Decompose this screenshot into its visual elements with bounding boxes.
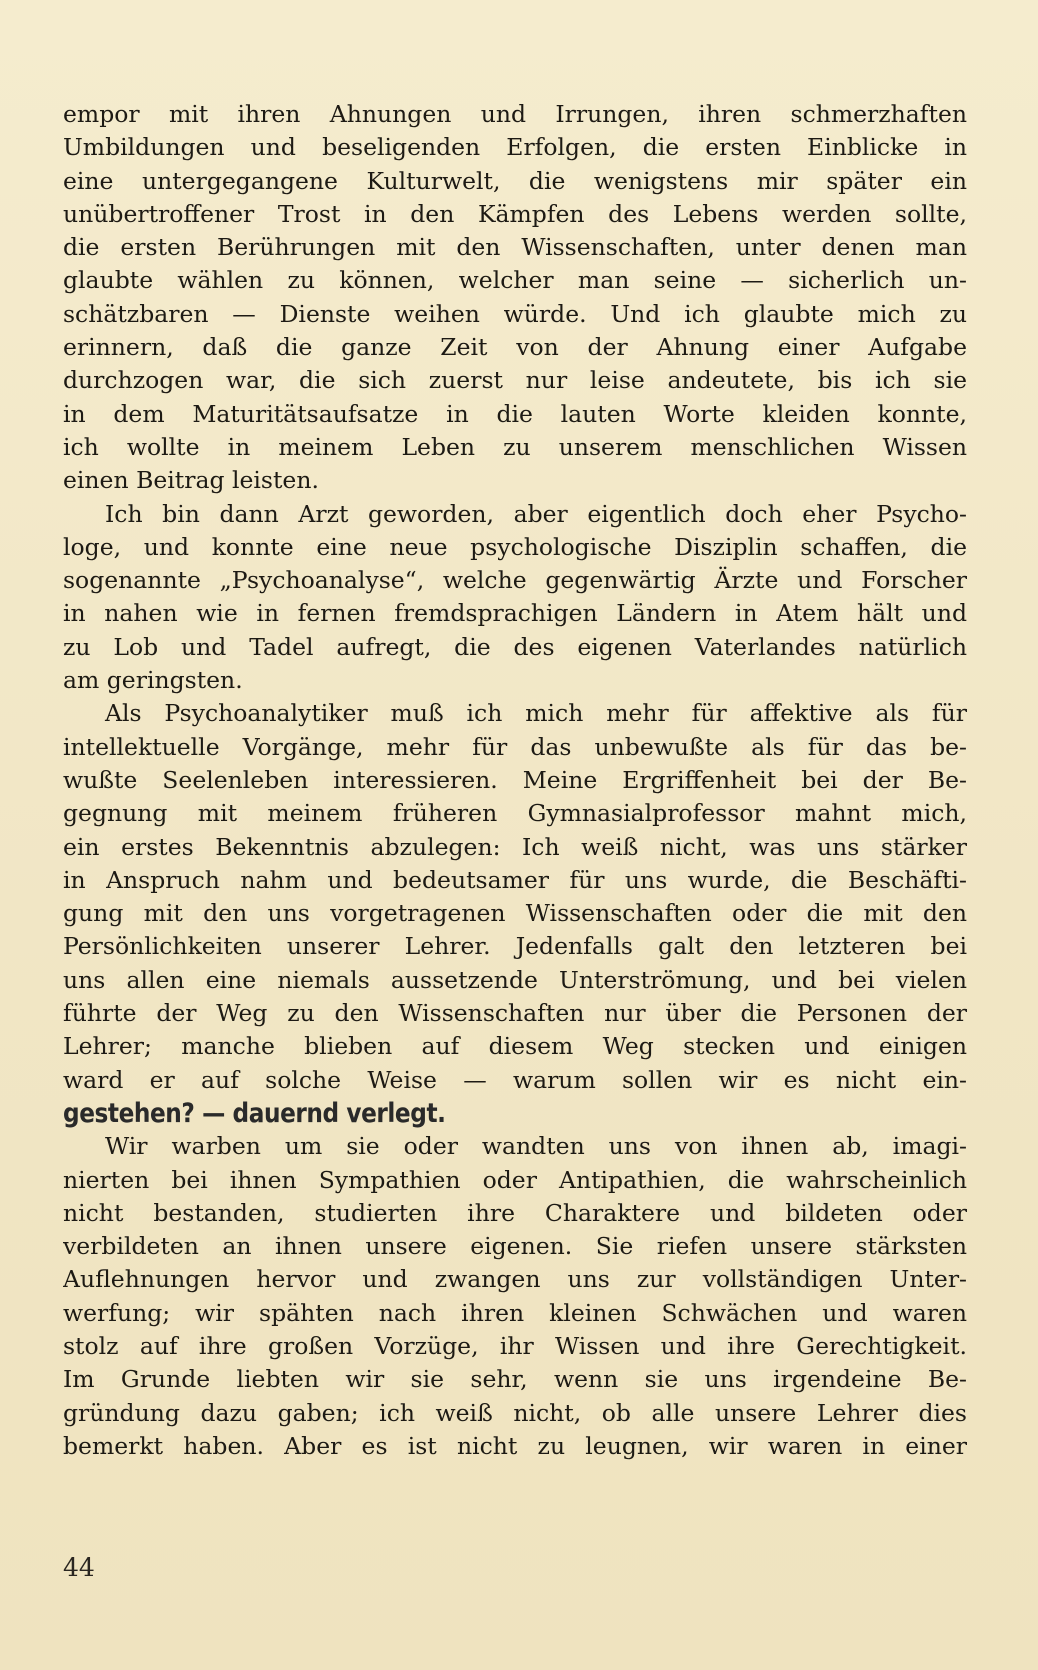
text-line: in dem Maturitätsaufsatze in die lauten Worte kleiden konnte, (63, 399, 967, 428)
inserted-correction-line: gestehen? — dauernd verlegt. (63, 1097, 446, 1129)
text-line: am geringsten. (63, 666, 243, 695)
paragraph-1 (63, 98, 967, 498)
text-line: schätzbaren — Dienste weihen würde. Und ich glaubte mich zu (63, 299, 967, 328)
text-line: Ich bin dann Arzt geworden, aber eigentlich doch eher Psycho- (105, 499, 967, 528)
text-line: sogenannte „Psychoanalyse“, welche gegenwärtig Ärzte und Forscher (63, 566, 967, 595)
text-line: Wir warben um sie oder wandten uns von ihnen ab, imagi- (105, 1132, 967, 1161)
text-line: Lehrer; manche blieben auf diesem Weg stecken und einigen (63, 1032, 967, 1061)
text-line: gründung dazu gaben; ich weiß nicht, ob alle unsere Lehrer dies (63, 1398, 967, 1427)
text-line: eine untergegangene Kulturwelt, die wenigstens mir später ein (63, 166, 967, 195)
text-line: verbildeten an ihnen unsere eigenen. Sie riefen unsere stärksten (63, 1232, 967, 1261)
text-line: gegnung mit meinem früheren Gymnasialprofessor mahnt mich, (63, 799, 967, 828)
text-line: in Anspruch nahm und bedeutsamer für uns wurde, die Beschäfti- (63, 865, 967, 894)
text-line: empor mit ihren Ahnungen und Irrungen, ihren schmerzhaften (63, 100, 967, 128)
text-line: intellektuelle Vorgänge, mehr für das unbewußte als für das be- (63, 732, 967, 761)
text-line: zu Lob und Tadel aufregt, die des eigenen Vaterlandes natürlich (63, 632, 967, 661)
text-line: unübertroffener Trost in den Kämpfen des Lebens werden sollte, (63, 199, 967, 228)
text-line: gung mit den uns vorgetragenen Wissenschaften oder die mit den (63, 899, 967, 928)
body-text (63, 98, 967, 1463)
text-line: ward er auf solche Weise — warum sollen wir es nicht ein- (63, 1065, 967, 1094)
text-line: glaubte wählen zu können, welcher man seine — sicherlich un- (63, 266, 967, 295)
paragraph-4 (63, 1130, 967, 1463)
text-line: nicht bestanden, studierten ihre Charaktere und bildeten oder (63, 1198, 967, 1227)
text-line: durchzogen war, die sich zuerst nur leise andeutete, bis ich sie (63, 366, 967, 395)
paragraph-2 (63, 498, 967, 698)
text-line: Im Grunde liebten wir sie sehr, wenn sie uns irgendeine Be- (63, 1365, 967, 1394)
text-line: ein erstes Bekenntnis abzulegen: Ich weiß nicht, was uns stärker (63, 832, 967, 861)
text-line: loge, und konnte eine neue psychologische Disziplin schaffen, die (63, 532, 967, 561)
text-line: nierten bei ihnen Sympathien oder Antipathien, die wahrscheinlich (63, 1165, 967, 1194)
text-line: Als Psychoanalytiker muß ich mich mehr für affektive als für (105, 699, 967, 728)
text-line: einen Beitrag leisten. (63, 466, 319, 495)
text-line: erinnern, daß die ganze Zeit von der Ahnung einer Aufgabe (63, 333, 967, 362)
text-line: stolz auf ihre großen Vorzüge, ihr Wissen und ihre Gerechtigkeit. (63, 1331, 967, 1360)
page-number: 44 (63, 1553, 95, 1582)
text-line: ich wollte in meinem Leben zu unserem menschlichen Wissen (63, 432, 967, 461)
text-line: wußte Seelenleben interessieren. Meine Ergriffenheit bei der Be- (63, 765, 967, 794)
text-line: Auflehnungen hervor und zwangen uns zur vollständigen Unter- (63, 1265, 967, 1294)
text-line: uns allen eine niemals aussetzende Unterströmung, und bei vielen (63, 965, 967, 994)
text-line: bemerkt haben. Aber es ist nicht zu leugnen, wir waren in einer (63, 1431, 967, 1460)
text-line: Umbildungen und beseligenden Erfolgen, die ersten Einblicke in (63, 133, 967, 162)
text-line: führte der Weg zu den Wissenschaften nur über die Personen der (63, 999, 967, 1028)
text-line: in nahen wie in fernen fremdsprachigen Ländern in Atem hält und (63, 599, 967, 628)
text-line: Persönlichkeiten unserer Lehrer. Jedenfalls galt den letzteren bei (63, 932, 967, 961)
text-line: werfung; wir spähten nach ihren kleinen Schwächen und waren (63, 1298, 967, 1327)
paragraph-3 (63, 697, 967, 1130)
text-line: die ersten Berührungen mit den Wissenschaften, unter denen man (63, 233, 967, 262)
